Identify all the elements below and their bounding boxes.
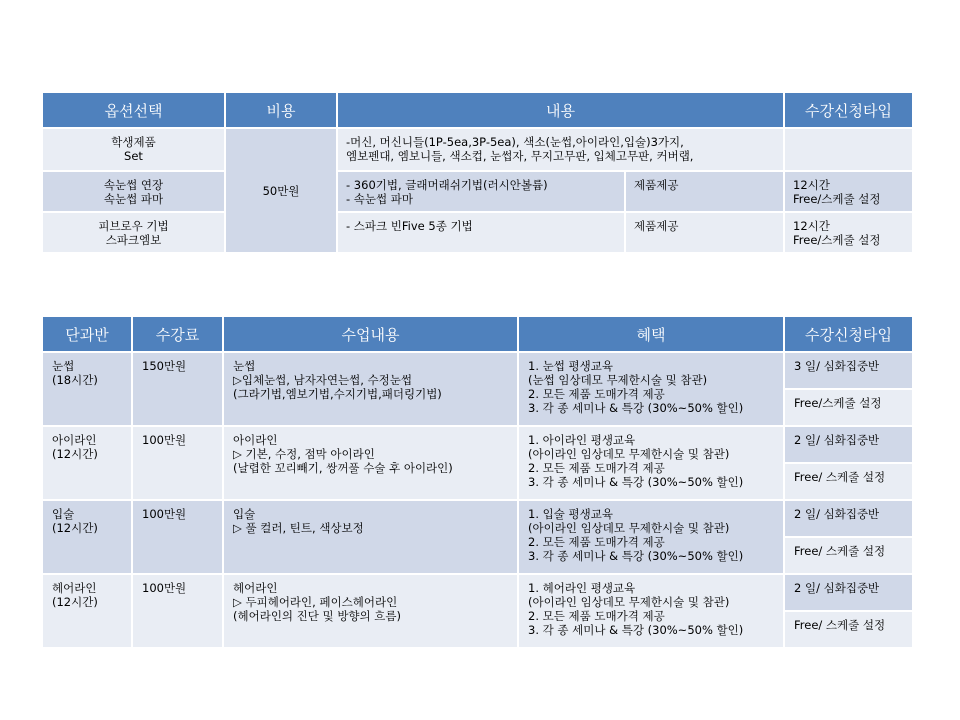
- option-product: 제품제공: [634, 219, 679, 233]
- course-row: [42, 500, 913, 537]
- option-content-cell: [337, 128, 784, 171]
- options-row: [42, 128, 913, 171]
- option-content: -머신, 머신니들(1P-5ea,3P-5ea), 색소(눈썹,아이라인,입술)3가지, 엠보펜대, 엠보니들, 색소컵, 눈썹자, 무지고무판, 입체고무판, 커버랩,: [346, 135, 694, 163]
- header-enroll-type: 수강신청타입: [784, 316, 913, 352]
- course-fee: 100만원: [142, 433, 187, 447]
- course-benefit-cell: [518, 574, 784, 648]
- price-cell: [225, 128, 337, 253]
- options-header-row: [42, 92, 913, 128]
- course-content-cell: [223, 500, 518, 574]
- course-name: 헤어라인 (12시간): [52, 581, 98, 609]
- header-enroll-type: 수강신청타입: [784, 92, 913, 128]
- header-class-content: 수업내용: [223, 316, 518, 352]
- course-fee-cell: [132, 500, 223, 574]
- course-benefit-cell: [518, 426, 784, 500]
- course-benefit-cell: [518, 352, 784, 426]
- course-content-cell: [223, 426, 518, 500]
- header-content: 내용: [337, 92, 784, 128]
- option-name-cell: [42, 128, 225, 171]
- course-content: 아이라인 ▷ 기본, 수정, 점막 아이라인 (날렵한 꼬리빼기, 쌍꺼풀 수술 후 아이라인): [233, 433, 453, 475]
- course-type-free: Free/ 스케줄 설정: [794, 618, 886, 632]
- option-product-cell: [625, 171, 784, 212]
- course-type-intensive: 2 일/ 심화집중반: [794, 507, 880, 521]
- course-fee-cell: [132, 352, 223, 426]
- course-fee: 100만원: [142, 507, 187, 521]
- course-type-cell: [784, 611, 913, 648]
- course-row: [42, 352, 913, 389]
- course-name-cell: [42, 574, 132, 648]
- option-product: 제품제공: [634, 178, 679, 192]
- course-benefit: 1. 헤어라인 평생교육 (아이라인 임상데모 무제한시술 및 참관) 2. 모든 제품 도매가격 제공 3. 각 종 세미나 & 특강 (30%~50% 할인): [528, 581, 744, 637]
- course-type-intensive: 2 일/ 심화집중반: [794, 581, 880, 595]
- course-benefit: 1. 아이라인 평생교육 (아이라인 임상데모 무제한시술 및 참관) 2. 모든 제품 도매가격 제공 3. 각 종 세미나 & 특강 (30%~50% 할인): [528, 433, 744, 489]
- course-type-free: Free/스케줄 설정: [794, 396, 882, 410]
- course-type-cell: [784, 537, 913, 574]
- course-type-cell: [784, 352, 913, 389]
- course-name: 아이라인 (12시간): [52, 433, 98, 461]
- option-content: - 스파크 빈Five 5종 기법: [346, 219, 473, 233]
- options-row: [42, 171, 913, 212]
- course-type-cell: [784, 389, 913, 426]
- course-fee: 150만원: [142, 359, 187, 373]
- option-content-cell: [337, 212, 625, 253]
- option-type-cell: [784, 171, 913, 212]
- course-fee-cell: [132, 574, 223, 648]
- option-price: 50만원: [262, 183, 300, 198]
- courses-table: [41, 315, 914, 649]
- course-benefit: 1. 눈썹 평생교육 (눈썹 임상데모 무제한시술 및 참관) 2. 모든 제품 도매가격 제공 3. 각 종 세미나 & 특강 (30%~50% 할인): [528, 359, 744, 415]
- option-name-cell: [42, 212, 225, 253]
- course-name-cell: [42, 500, 132, 574]
- header-fee: 수강료: [132, 316, 223, 352]
- course-type-intensive: 2 일/ 심화집중반: [794, 433, 880, 447]
- course-content-cell: [223, 574, 518, 648]
- course-fee: 100만원: [142, 581, 187, 595]
- option-name: 학생제품 Set: [111, 135, 156, 163]
- course-type-cell: [784, 574, 913, 611]
- course-content: 입술 ▷ 풀 컬러, 틴트, 색상보정: [233, 507, 364, 535]
- option-content: - 360기법, 글래머래쉬기법(러시안볼륨) - 속눈썹 파마: [346, 178, 548, 206]
- course-row: [42, 426, 913, 463]
- course-name: 입술 (12시간): [52, 507, 98, 535]
- option-content-cell: [337, 171, 625, 212]
- option-type-cell: [784, 128, 913, 171]
- header-option-select: 옵션선택: [42, 92, 225, 128]
- course-content-cell: [223, 352, 518, 426]
- course-name-cell: [42, 426, 132, 500]
- course-type-free: Free/ 스케줄 설정: [794, 544, 886, 558]
- option-name-cell: [42, 171, 225, 212]
- option-type: 12시간 Free/스케줄 설정: [793, 178, 881, 206]
- course-content: 눈썹 ▷입체눈썹, 남자자연는썹, 수정눈썹 (그라기법,엠보기법,수지기법,패더링기법): [233, 359, 442, 401]
- option-type-cell: [784, 212, 913, 253]
- option-name: 속눈썹 연장 속눈썹 파마: [103, 178, 164, 206]
- options-table: [41, 91, 914, 254]
- header-course: 단과반: [42, 316, 132, 352]
- course-name-cell: [42, 352, 132, 426]
- course-benefit: 1. 입술 평생교육 (아이라인 임상데모 무제한시술 및 참관) 2. 모든 제품 도매가격 제공 3. 각 종 세미나 & 특강 (30%~50% 할인): [528, 507, 744, 563]
- course-benefit-cell: [518, 500, 784, 574]
- course-type-cell: [784, 426, 913, 463]
- course-type-cell: [784, 463, 913, 500]
- course-fee-cell: [132, 426, 223, 500]
- course-content: 헤어라인 ▷ 두피헤어라인, 페이스헤어라인 (헤어라인의 진단 및 방향의 흐름): [233, 581, 402, 623]
- courses-header-row: [42, 316, 913, 352]
- header-price: 비용: [225, 92, 337, 128]
- course-row: [42, 574, 913, 611]
- option-name: 피브로우 기법 스파크엠보: [98, 219, 169, 247]
- option-product-cell: [625, 212, 784, 253]
- course-type-intensive: 3 일/ 심화집중반: [794, 359, 880, 373]
- course-name: 눈썹 (18시간): [52, 359, 98, 387]
- course-type-free: Free/ 스케줄 설정: [794, 470, 886, 484]
- course-type-cell: [784, 500, 913, 537]
- header-benefit: 혜택: [518, 316, 784, 352]
- option-type: 12시간 Free/스케줄 설정: [793, 219, 881, 247]
- options-row: [42, 212, 913, 253]
